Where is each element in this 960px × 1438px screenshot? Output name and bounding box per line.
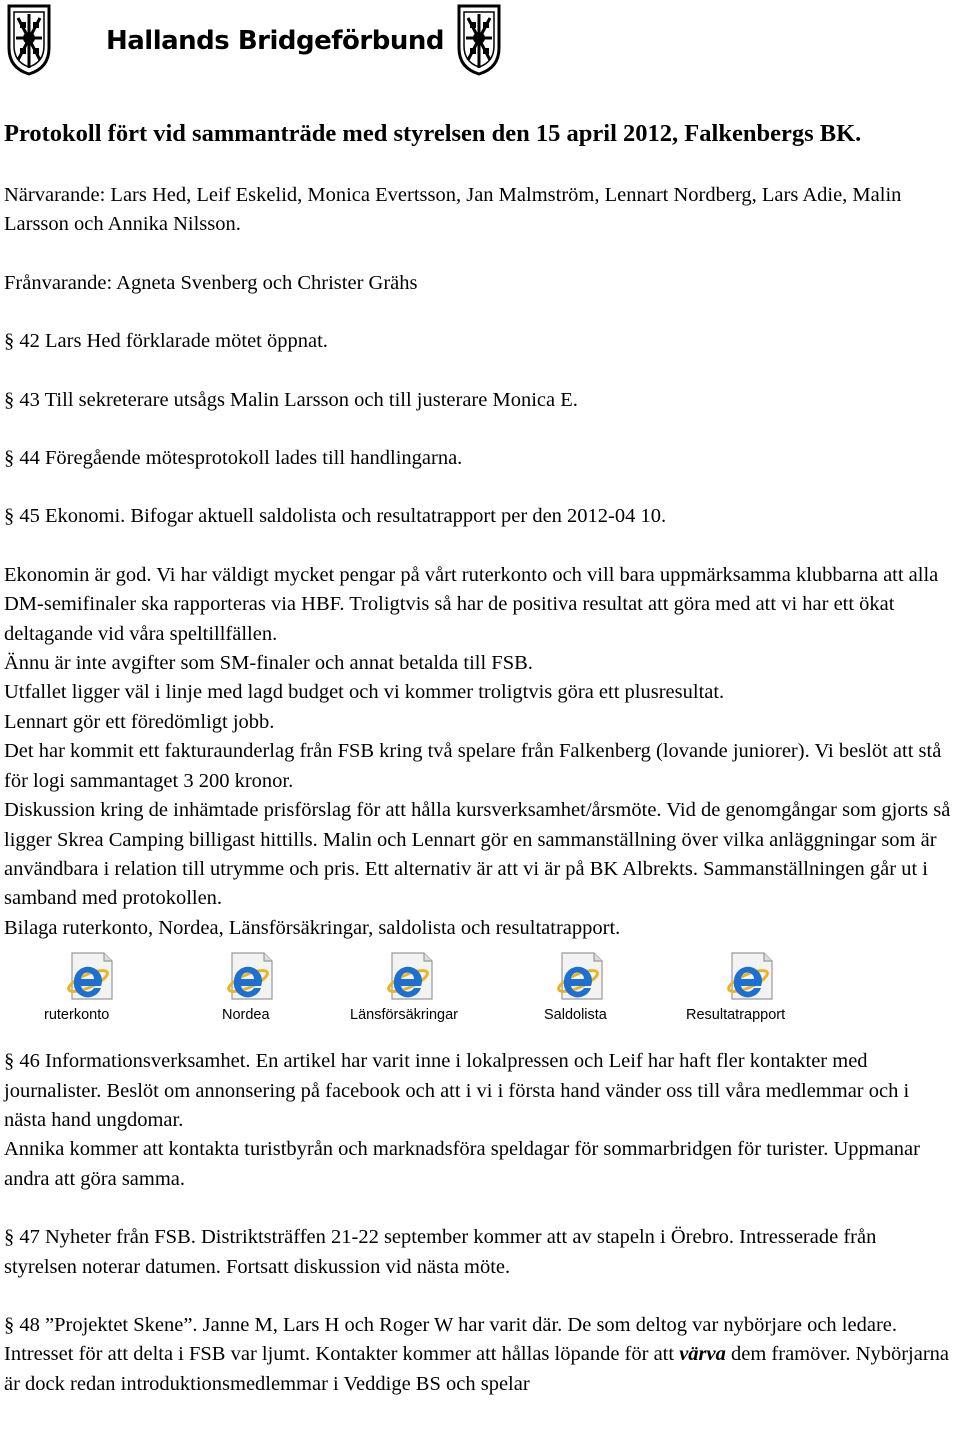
section-symbol: § — [4, 330, 15, 353]
attachment-list — [4, 947, 954, 1039]
section-44: § 44 Föregående mötesprotokoll lades till handlingarna. — [4, 447, 463, 470]
attachment-label[interactable]: Nordea — [222, 1007, 270, 1024]
economy-paragraph: Utfallet ligger väl i linje med lagd budget och vi kommer troligtvis göra ett plusresultat. — [4, 681, 725, 704]
section-46-continued: Annika kommer att kontakta turistbyrån och marknadsföra speldagar för sommarbridgen för turister. Uppmanar andra att göra samma. — [4, 1138, 920, 1190]
attachment-label[interactable]: Länsförsäkringar — [350, 1007, 458, 1024]
economy-paragraph: Ekonomin är god. Vi har väldigt mycket pengar på vårt ruterkonto och vill bara uppmärksamma klubbarna att alla DM-semifinaler ska rapporteras via HBF. Troligtvis så har de positiva resultat att göra med att vi har ett ökat deltagande vid våra speltillfällen. — [4, 563, 939, 645]
attachment-nordea[interactable] — [204, 947, 354, 1037]
section-46: § 46 Informationsverksamhet. En artikel har varit inne i lokalpressen och Leif har haft fler kontakter med journalister. Beslöt om annonsering på facebook och att i vi i första hand vänder oss till våra medlemmar och i nästa hand ungdomar. — [4, 1050, 910, 1131]
internet-explorer-document-icon — [722, 951, 776, 1001]
attendance-present: Närvarande: Lars Hed, Leif Eskelid, Monica Evertsson, Jan Malmström, Lennart Nordberg, Lars Adie, Malin Larsson och Annika Nilsson. — [4, 184, 902, 236]
document-title: Protokoll fört vid sammanträde med styrelsen den 15 april 2012, Falkenbergs BK. — [4, 120, 862, 147]
protocol-document — [4, 118, 954, 1399]
attachment-saldolista[interactable] — [534, 947, 684, 1037]
economy-paragraph: Lennart gör ett föredömligt jobb. — [4, 710, 275, 733]
section-symbol: § — [4, 388, 15, 411]
attachment-label[interactable]: ruterkonto — [44, 1007, 110, 1024]
section-47: § 47 Nyheter från FSB. Distriktsträffen 21-22 september kommer att av stapeln i Örebro. Intresserade från styrelsen noterar datumen. Fortsatt diskussion vid nästa möte. — [4, 1226, 877, 1278]
section-symbol: § — [4, 1313, 15, 1336]
section-45: § 45 Ekonomi. Bifogar aktuell saldolista och resultatrapport per den 2012-04 10. — [4, 505, 667, 528]
internet-explorer-document-icon — [222, 951, 276, 1001]
coat-of-arms-icon — [6, 2, 52, 76]
internet-explorer-document-icon — [62, 951, 116, 1001]
internet-explorer-document-icon — [382, 951, 436, 1001]
letterhead — [0, 0, 520, 80]
attachments-note: Bilaga ruterkonto, Nordea, Länsförsäkringar, saldolista och resultatrapport. — [4, 916, 621, 939]
economy-paragraph: Det har kommit ett fakturaunderlag från FSB kring två spelare från Falkenberg (lovande juniorer). Vi beslöt att stå för logi sammantaget 3 200 kronor. — [4, 740, 942, 792]
economy-paragraph: Ännu är inte avgifter som SM-finaler och annat betalda till FSB. — [4, 652, 533, 675]
attendance-absent: Frånvarande: Agneta Svenberg och Christer Grähs — [4, 271, 418, 294]
section-43: § 43 Till sekreterare utsågs Malin Larsson och till justerare Monica E. — [4, 388, 578, 411]
emphasized-word: värva — [679, 1343, 726, 1366]
section-symbol: § — [4, 1050, 15, 1073]
attachment-label[interactable]: Saldolista — [544, 1007, 607, 1024]
org-name: Hallands Bridgeförbund — [106, 26, 444, 56]
economy-paragraph: Diskussion kring de inhämtade prisförslag för att hålla kursverksamhet/årsmöte. Vid de genomgångar som gjorts så ligger Skrea Camping billigast hittills. Malin och Lennart gör en sammanställning över vilka anläggningar som är användbara i relation till utrymme och pris. Ett alternativ är att vi är på BK Albrekts. Sammanställningen går ut i samband med protokollen. — [4, 799, 951, 910]
section-symbol: § — [4, 447, 15, 470]
section-48: § 48 ”Projektet Skene”. Janne M, Lars H och Roger W har varit där. De som deltog var nybörjare och ledare. Intresset för att delta i FSB var ljumt. Kontakter kommer att hållas löpande för att värva dem framöver. Nybörjarna är dock redan introduktionsmedlemmar i Veddige BS och spelar — [4, 1313, 950, 1395]
section-symbol: § — [4, 1226, 15, 1249]
coat-of-arms-icon — [456, 2, 502, 76]
section-symbol: § — [4, 505, 15, 528]
attachment-resultatrapport[interactable] — [686, 947, 854, 1037]
internet-explorer-document-icon — [552, 951, 606, 1001]
section-42: § 42 Lars Hed förklarade mötet öppnat. — [4, 330, 328, 353]
attachment-lansforsakringar[interactable] — [350, 947, 514, 1037]
attachment-ruterkonto[interactable] — [44, 947, 194, 1037]
attachment-label[interactable]: Resultatrapport — [686, 1007, 786, 1024]
